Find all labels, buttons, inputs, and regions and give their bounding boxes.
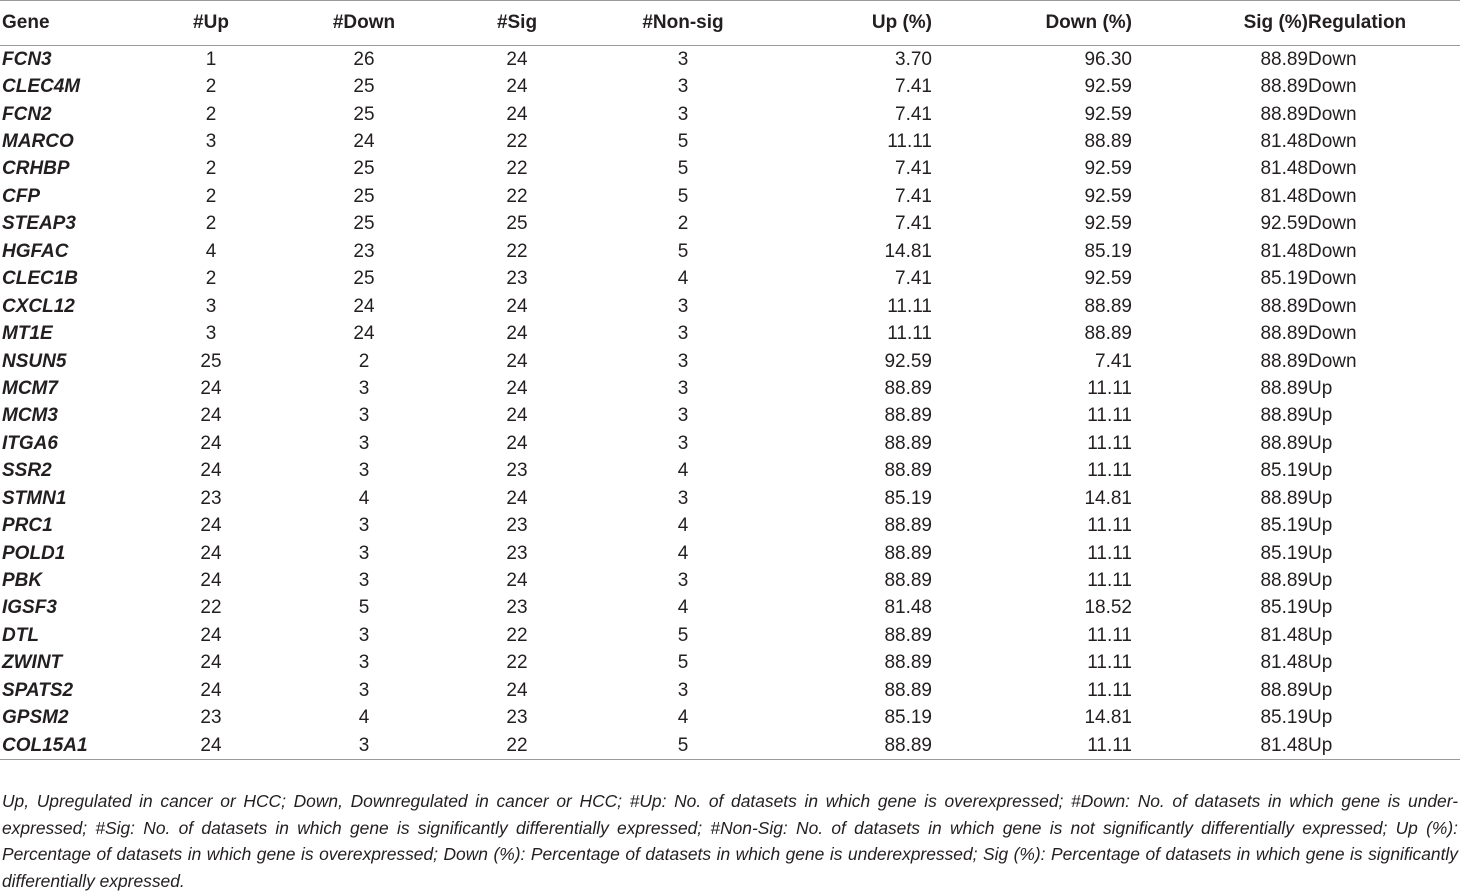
- cell-down-count: 4: [358, 707, 370, 729]
- cell-nonsig-count: 3: [677, 48, 689, 70]
- cell-sig-percent: 88.89: [1260, 48, 1308, 70]
- cell-down-count: 3: [358, 570, 370, 592]
- cell-regulation: Down: [1308, 158, 1357, 180]
- cell-up-percent: 11.11: [887, 131, 932, 153]
- cell-regulation: Down: [1308, 268, 1357, 290]
- table-row: [0, 567, 1460, 594]
- cell-up-percent: 88.89: [884, 432, 932, 454]
- table-row: [0, 512, 1460, 539]
- cell-gene: MCM7: [2, 377, 58, 399]
- cell-sig-count: 22: [506, 240, 528, 262]
- cell-regulation: Up: [1308, 732, 1460, 760]
- cell-sig-count: 25: [506, 213, 528, 235]
- cell-nonsig-count: 3: [677, 323, 689, 345]
- cell-down-percent: 11.11: [1087, 570, 1132, 592]
- cell-regulation: Up: [1308, 542, 1333, 564]
- cell-sig-percent: 88.89: [1260, 103, 1308, 125]
- cell-gene: POLD1: [2, 542, 66, 564]
- cell-sig-percent: 81.48: [1260, 131, 1308, 153]
- cell-sig-percent: 85.19: [1260, 268, 1308, 290]
- cell-nonsig-count: 5: [677, 652, 689, 674]
- cell-gene: CRHBP: [2, 158, 70, 180]
- cell-sig-count: 24: [506, 323, 528, 345]
- cell-gene: PRC1: [2, 515, 53, 537]
- cell-down-count: 5: [358, 597, 370, 619]
- cell-nonsig-count: 3: [677, 405, 689, 427]
- cell-sig-percent: 81.48: [1132, 732, 1308, 760]
- cell-gene: CXCL12: [2, 295, 75, 317]
- cell-down-count: 24: [353, 131, 375, 153]
- cell-down-percent: 18.52: [1084, 597, 1132, 619]
- cell-regulation: Down: [1308, 323, 1357, 345]
- cell-up-count: 24: [200, 515, 222, 537]
- cell-gene: NSUN5: [2, 350, 67, 372]
- cell-regulation: Up: [1308, 570, 1333, 592]
- header-up-count: #Up: [118, 1, 304, 46]
- cell-down-count: 23: [353, 240, 375, 262]
- cell-regulation: Up: [1308, 624, 1333, 646]
- cell-down-count: 3: [358, 542, 370, 564]
- cell-down-percent: 92.59: [1084, 213, 1132, 235]
- table-row: [0, 375, 1460, 402]
- header-down-percent: Down (%): [932, 1, 1132, 46]
- cell-up-count: 2: [205, 213, 217, 235]
- cell-up-percent: 88.89: [884, 377, 932, 399]
- cell-up-percent: 7.41: [895, 158, 932, 180]
- cell-down-percent: 96.30: [1084, 48, 1132, 70]
- cell-down-count: 4: [358, 487, 370, 509]
- cell-nonsig-count: 3: [677, 432, 689, 454]
- cell-up-count: 1: [205, 48, 217, 70]
- cell-up-percent: 11.11: [887, 295, 932, 317]
- cell-down-count: 3: [358, 460, 370, 482]
- cell-up-count: 24: [200, 460, 222, 482]
- cell-up-percent: 85.19: [884, 707, 932, 729]
- cell-gene: FCN2: [2, 103, 52, 125]
- table-row: [0, 238, 1460, 265]
- table-row: [0, 705, 1460, 732]
- cell-up-count: 23: [200, 487, 222, 509]
- cell-sig-count: 24: [506, 570, 528, 592]
- cell-sig-percent: 81.48: [1260, 185, 1308, 207]
- cell-regulation: Up: [1308, 460, 1333, 482]
- header-row: [0, 1, 1460, 46]
- table-row: [0, 46, 1460, 74]
- table-row: [0, 622, 1460, 649]
- cell-sig-percent: 85.19: [1260, 707, 1308, 729]
- cell-down-count: 24: [353, 323, 375, 345]
- cell-sig-percent: 81.48: [1260, 652, 1308, 674]
- cell-sig-count: 23: [506, 460, 528, 482]
- cell-down-percent: 14.81: [1084, 707, 1132, 729]
- cell-up-percent: 81.48: [884, 597, 932, 619]
- cell-nonsig-count: 3: [677, 487, 689, 509]
- cell-nonsig-count: 3: [677, 103, 689, 125]
- cell-regulation: Down: [1308, 213, 1357, 235]
- header-sig-percent: Sig (%): [1132, 1, 1308, 46]
- cell-down-percent: 88.89: [1084, 323, 1132, 345]
- cell-up-percent: 88.89: [884, 460, 932, 482]
- cell-up-percent: 14.81: [884, 240, 932, 262]
- cell-sig-count: 23: [506, 597, 528, 619]
- cell-gene: CLEC4M: [2, 76, 81, 98]
- table-row: [0, 430, 1460, 457]
- cell-gene: STMN1: [2, 487, 67, 509]
- cell-up-count: 24: [200, 570, 222, 592]
- cell-gene: ZWINT: [2, 652, 63, 674]
- cell-gene: DTL: [2, 624, 39, 646]
- cell-sig-percent: 88.89: [1260, 295, 1308, 317]
- cell-up-count: 2: [205, 158, 217, 180]
- cell-sig-count: 23: [506, 515, 528, 537]
- table-row: [0, 485, 1460, 512]
- cell-up-count: 3: [205, 131, 217, 153]
- cell-regulation: Down: [1308, 103, 1357, 125]
- cell-sig-count: 24: [506, 377, 528, 399]
- header-gene: Gene: [0, 1, 118, 46]
- cell-sig-count: 23: [506, 542, 528, 564]
- cell-regulation: Up: [1308, 405, 1333, 427]
- cell-sig-count: 22: [506, 185, 528, 207]
- cell-down-percent: 11.11: [932, 732, 1132, 760]
- cell-gene: PBK: [2, 570, 43, 592]
- cell-up-count: 3: [205, 323, 217, 345]
- cell-gene: SPATS2: [2, 679, 74, 701]
- table-row: [0, 211, 1460, 238]
- cell-up-count: 24: [200, 405, 222, 427]
- table-row: [0, 128, 1460, 155]
- cell-up-percent: 11.11: [887, 323, 932, 345]
- cell-down-percent: 92.59: [1084, 268, 1132, 290]
- cell-nonsig-count: 4: [677, 542, 689, 564]
- header-down-count: #Down: [304, 1, 424, 46]
- cell-gene: STEAP3: [2, 213, 76, 235]
- cell-down-count: 25: [353, 213, 375, 235]
- cell-down-percent: 11.11: [1087, 515, 1132, 537]
- cell-sig-count: 22: [424, 732, 610, 760]
- cell-down-percent: 11.11: [1087, 377, 1132, 399]
- cell-down-percent: 7.41: [1095, 350, 1132, 372]
- table-footnote: Up, Upregulated in cancer or HCC; Down, Downregulated in cancer or HCC; #Up: No. of datasets in which gene is overexpressed; #Down: No. of datasets in which gene is under-expressed; #Sig: No. of datasets in which gene is significantly differentially expressed; #Non-Sig: No. of datasets in which gene is not significantly differentially expressed; Up (%): Percentage of datasets in which gene is overexpressed; Down (%): Percentage of datasets in which gene is underexpressed; Sig (%): Percentage of datasets in which gene is significantly differentially expressed.: [2, 791, 1458, 891]
- table-row: [0, 540, 1460, 567]
- table-row: [0, 732, 1460, 760]
- cell-sig-count: 24: [506, 76, 528, 98]
- cell-down-percent: 11.11: [1087, 460, 1132, 482]
- cell-sig-count: 22: [506, 652, 528, 674]
- cell-sig-count: 22: [506, 131, 528, 153]
- cell-regulation: Up: [1308, 652, 1333, 674]
- cell-sig-count: 24: [506, 103, 528, 125]
- cell-gene: HGFAC: [2, 240, 69, 262]
- cell-down-count: 3: [358, 624, 370, 646]
- cell-regulation: Down: [1308, 185, 1357, 207]
- cell-down-percent: 92.59: [1084, 76, 1132, 98]
- cell-down-percent: 92.59: [1084, 185, 1132, 207]
- cell-sig-count: 23: [506, 268, 528, 290]
- cell-down-percent: 92.59: [1084, 158, 1132, 180]
- table-row: [0, 266, 1460, 293]
- cell-gene: SSR2: [2, 460, 52, 482]
- cell-sig-percent: 88.89: [1260, 570, 1308, 592]
- cell-up-percent: 7.41: [895, 76, 932, 98]
- table-row: [0, 650, 1460, 677]
- cell-sig-count: 24: [506, 432, 528, 454]
- cell-nonsig-count: 3: [677, 679, 689, 701]
- cell-down-percent: 11.11: [1087, 405, 1132, 427]
- cell-up-percent: 7.41: [895, 268, 932, 290]
- cell-up-count: 24: [200, 679, 222, 701]
- cell-nonsig-count: 5: [677, 240, 689, 262]
- cell-down-count: 3: [358, 405, 370, 427]
- cell-up-count: 2: [205, 76, 217, 98]
- cell-down-percent: 88.89: [1084, 295, 1132, 317]
- cell-up-percent: 7.41: [895, 185, 932, 207]
- cell-sig-count: 24: [506, 487, 528, 509]
- cell-down-count: 26: [353, 48, 375, 70]
- cell-down-count: 3: [358, 679, 370, 701]
- cell-up-percent: 88.89: [884, 405, 932, 427]
- cell-regulation: Down: [1308, 350, 1357, 372]
- cell-down-percent: 88.89: [1084, 131, 1132, 153]
- cell-regulation: Down: [1308, 295, 1357, 317]
- cell-up-count: 23: [200, 707, 222, 729]
- cell-sig-percent: 92.59: [1260, 213, 1308, 235]
- cell-sig-percent: 81.48: [1260, 158, 1308, 180]
- table-row: [0, 458, 1460, 485]
- cell-down-percent: 11.11: [1087, 652, 1132, 674]
- table-row: [0, 73, 1460, 100]
- cell-down-count: 25: [353, 158, 375, 180]
- cell-sig-percent: 88.89: [1260, 432, 1308, 454]
- cell-regulation: Up: [1308, 377, 1333, 399]
- cell-up-percent: 85.19: [884, 487, 932, 509]
- cell-up-percent: 88.89: [884, 679, 932, 701]
- cell-down-percent: 11.11: [1087, 679, 1132, 701]
- cell-gene: CFP: [2, 185, 40, 207]
- cell-down-count: 25: [353, 268, 375, 290]
- cell-up-count: 24: [118, 732, 304, 760]
- cell-up-count: 2: [205, 268, 217, 290]
- cell-nonsig-count: 3: [677, 76, 689, 98]
- cell-sig-percent: 81.48: [1260, 624, 1308, 646]
- header-sig-count: #Sig: [424, 1, 610, 46]
- cell-nonsig-count: 3: [677, 570, 689, 592]
- table-row: [0, 156, 1460, 183]
- cell-gene: MCM3: [2, 405, 58, 427]
- cell-nonsig-count: 4: [677, 460, 689, 482]
- cell-sig-percent: 85.19: [1260, 460, 1308, 482]
- cell-nonsig-count: 3: [677, 350, 689, 372]
- cell-up-percent: 7.41: [895, 213, 932, 235]
- cell-down-percent: 11.11: [1087, 624, 1132, 646]
- cell-up-count: 4: [205, 240, 217, 262]
- cell-down-count: 3: [358, 515, 370, 537]
- table-row: [0, 320, 1460, 347]
- table-row: [0, 348, 1460, 375]
- cell-sig-count: 24: [506, 350, 528, 372]
- cell-down-count: 3: [358, 377, 370, 399]
- cell-sig-count: 24: [506, 405, 528, 427]
- cell-sig-percent: 88.89: [1260, 377, 1308, 399]
- cell-sig-count: 22: [506, 158, 528, 180]
- cell-nonsig-count: 3: [677, 295, 689, 317]
- header-up-percent: Up (%): [756, 1, 932, 46]
- cell-up-count: 25: [200, 350, 222, 372]
- cell-up-percent: 88.89: [884, 542, 932, 564]
- cell-sig-percent: 81.48: [1260, 240, 1308, 262]
- cell-regulation: Down: [1308, 48, 1357, 70]
- cell-down-count: 25: [353, 103, 375, 125]
- cell-down-percent: 92.59: [1084, 103, 1132, 125]
- cell-up-percent: 88.89: [884, 515, 932, 537]
- cell-up-percent: 3.70: [895, 48, 932, 70]
- cell-down-count: 2: [358, 350, 370, 372]
- cell-sig-percent: 88.89: [1260, 405, 1308, 427]
- cell-up-count: 24: [200, 624, 222, 646]
- cell-gene: CLEC1B: [2, 268, 79, 290]
- cell-up-percent: 88.89: [884, 624, 932, 646]
- cell-nonsig-count: 2: [677, 213, 689, 235]
- cell-up-count: 24: [200, 377, 222, 399]
- cell-sig-percent: 88.89: [1260, 350, 1308, 372]
- cell-nonsig-count: 3: [677, 377, 689, 399]
- cell-up-count: 2: [205, 103, 217, 125]
- cell-nonsig-count: 5: [677, 158, 689, 180]
- cell-regulation: Down: [1308, 131, 1357, 153]
- header-nonsig-count: #Non-sig: [610, 1, 756, 46]
- cell-down-count: 24: [353, 295, 375, 317]
- cell-sig-count: 22: [506, 624, 528, 646]
- cell-down-count: 3: [358, 652, 370, 674]
- cell-nonsig-count: 4: [677, 707, 689, 729]
- cell-down-percent: 85.19: [1084, 240, 1132, 262]
- cell-sig-percent: 85.19: [1260, 542, 1308, 564]
- table-row: [0, 101, 1460, 128]
- table-row: [0, 595, 1460, 622]
- cell-down-percent: 11.11: [1087, 542, 1132, 564]
- cell-regulation: Down: [1308, 76, 1357, 98]
- cell-gene: MARCO: [2, 131, 74, 153]
- cell-regulation: Up: [1308, 487, 1333, 509]
- cell-sig-percent: 88.89: [1260, 679, 1308, 701]
- cell-down-count: 3: [358, 432, 370, 454]
- cell-nonsig-count: 5: [677, 624, 689, 646]
- cell-gene: GPSM2: [2, 707, 69, 729]
- cell-sig-percent: 88.89: [1260, 76, 1308, 98]
- cell-nonsig-count: 4: [677, 515, 689, 537]
- cell-sig-percent: 88.89: [1260, 323, 1308, 345]
- cell-nonsig-count: 5: [677, 185, 689, 207]
- cell-up-count: 2: [205, 185, 217, 207]
- cell-gene: MT1E: [2, 323, 53, 345]
- table-row: [0, 677, 1460, 704]
- cell-up-count: 24: [200, 542, 222, 564]
- cell-down-count: 3: [304, 732, 424, 760]
- cell-sig-count: 24: [506, 295, 528, 317]
- cell-gene: COL15A1: [0, 732, 118, 760]
- cell-up-percent: 88.89: [884, 652, 932, 674]
- cell-nonsig-count: 4: [677, 268, 689, 290]
- cell-down-count: 25: [353, 76, 375, 98]
- table-body: [0, 46, 1460, 760]
- cell-sig-count: 24: [506, 679, 528, 701]
- cell-sig-percent: 88.89: [1260, 487, 1308, 509]
- cell-regulation: Up: [1308, 432, 1333, 454]
- cell-down-count: 25: [353, 185, 375, 207]
- cell-up-percent: 7.41: [895, 103, 932, 125]
- cell-sig-count: 23: [506, 707, 528, 729]
- cell-regulation: Up: [1308, 679, 1333, 701]
- cell-up-percent: 92.59: [884, 350, 932, 372]
- cell-up-percent: 88.89: [884, 570, 932, 592]
- table-row: [0, 183, 1460, 210]
- cell-up-count: 3: [205, 295, 217, 317]
- cell-gene: ITGA6: [2, 432, 58, 454]
- cell-down-percent: 11.11: [1087, 432, 1132, 454]
- cell-nonsig-count: 5: [610, 732, 756, 760]
- cell-up-count: 22: [200, 597, 222, 619]
- cell-gene: FCN3: [2, 48, 52, 70]
- cell-up-count: 24: [200, 432, 222, 454]
- cell-regulation: Up: [1308, 707, 1333, 729]
- cell-sig-percent: 85.19: [1260, 515, 1308, 537]
- cell-regulation: Up: [1308, 515, 1333, 537]
- cell-regulation: Down: [1308, 240, 1357, 262]
- header-regulation: Regulation: [1308, 1, 1460, 46]
- cell-regulation: Up: [1308, 597, 1333, 619]
- cell-down-percent: 14.81: [1084, 487, 1132, 509]
- cell-up-count: 24: [200, 652, 222, 674]
- table-row: [0, 293, 1460, 320]
- cell-sig-count: 24: [506, 48, 528, 70]
- cell-sig-percent: 85.19: [1260, 597, 1308, 619]
- cell-gene: IGSF3: [2, 597, 57, 619]
- cell-nonsig-count: 4: [677, 597, 689, 619]
- cell-up-percent: 88.89: [756, 732, 932, 760]
- cell-nonsig-count: 5: [677, 131, 689, 153]
- table-row: [0, 403, 1460, 430]
